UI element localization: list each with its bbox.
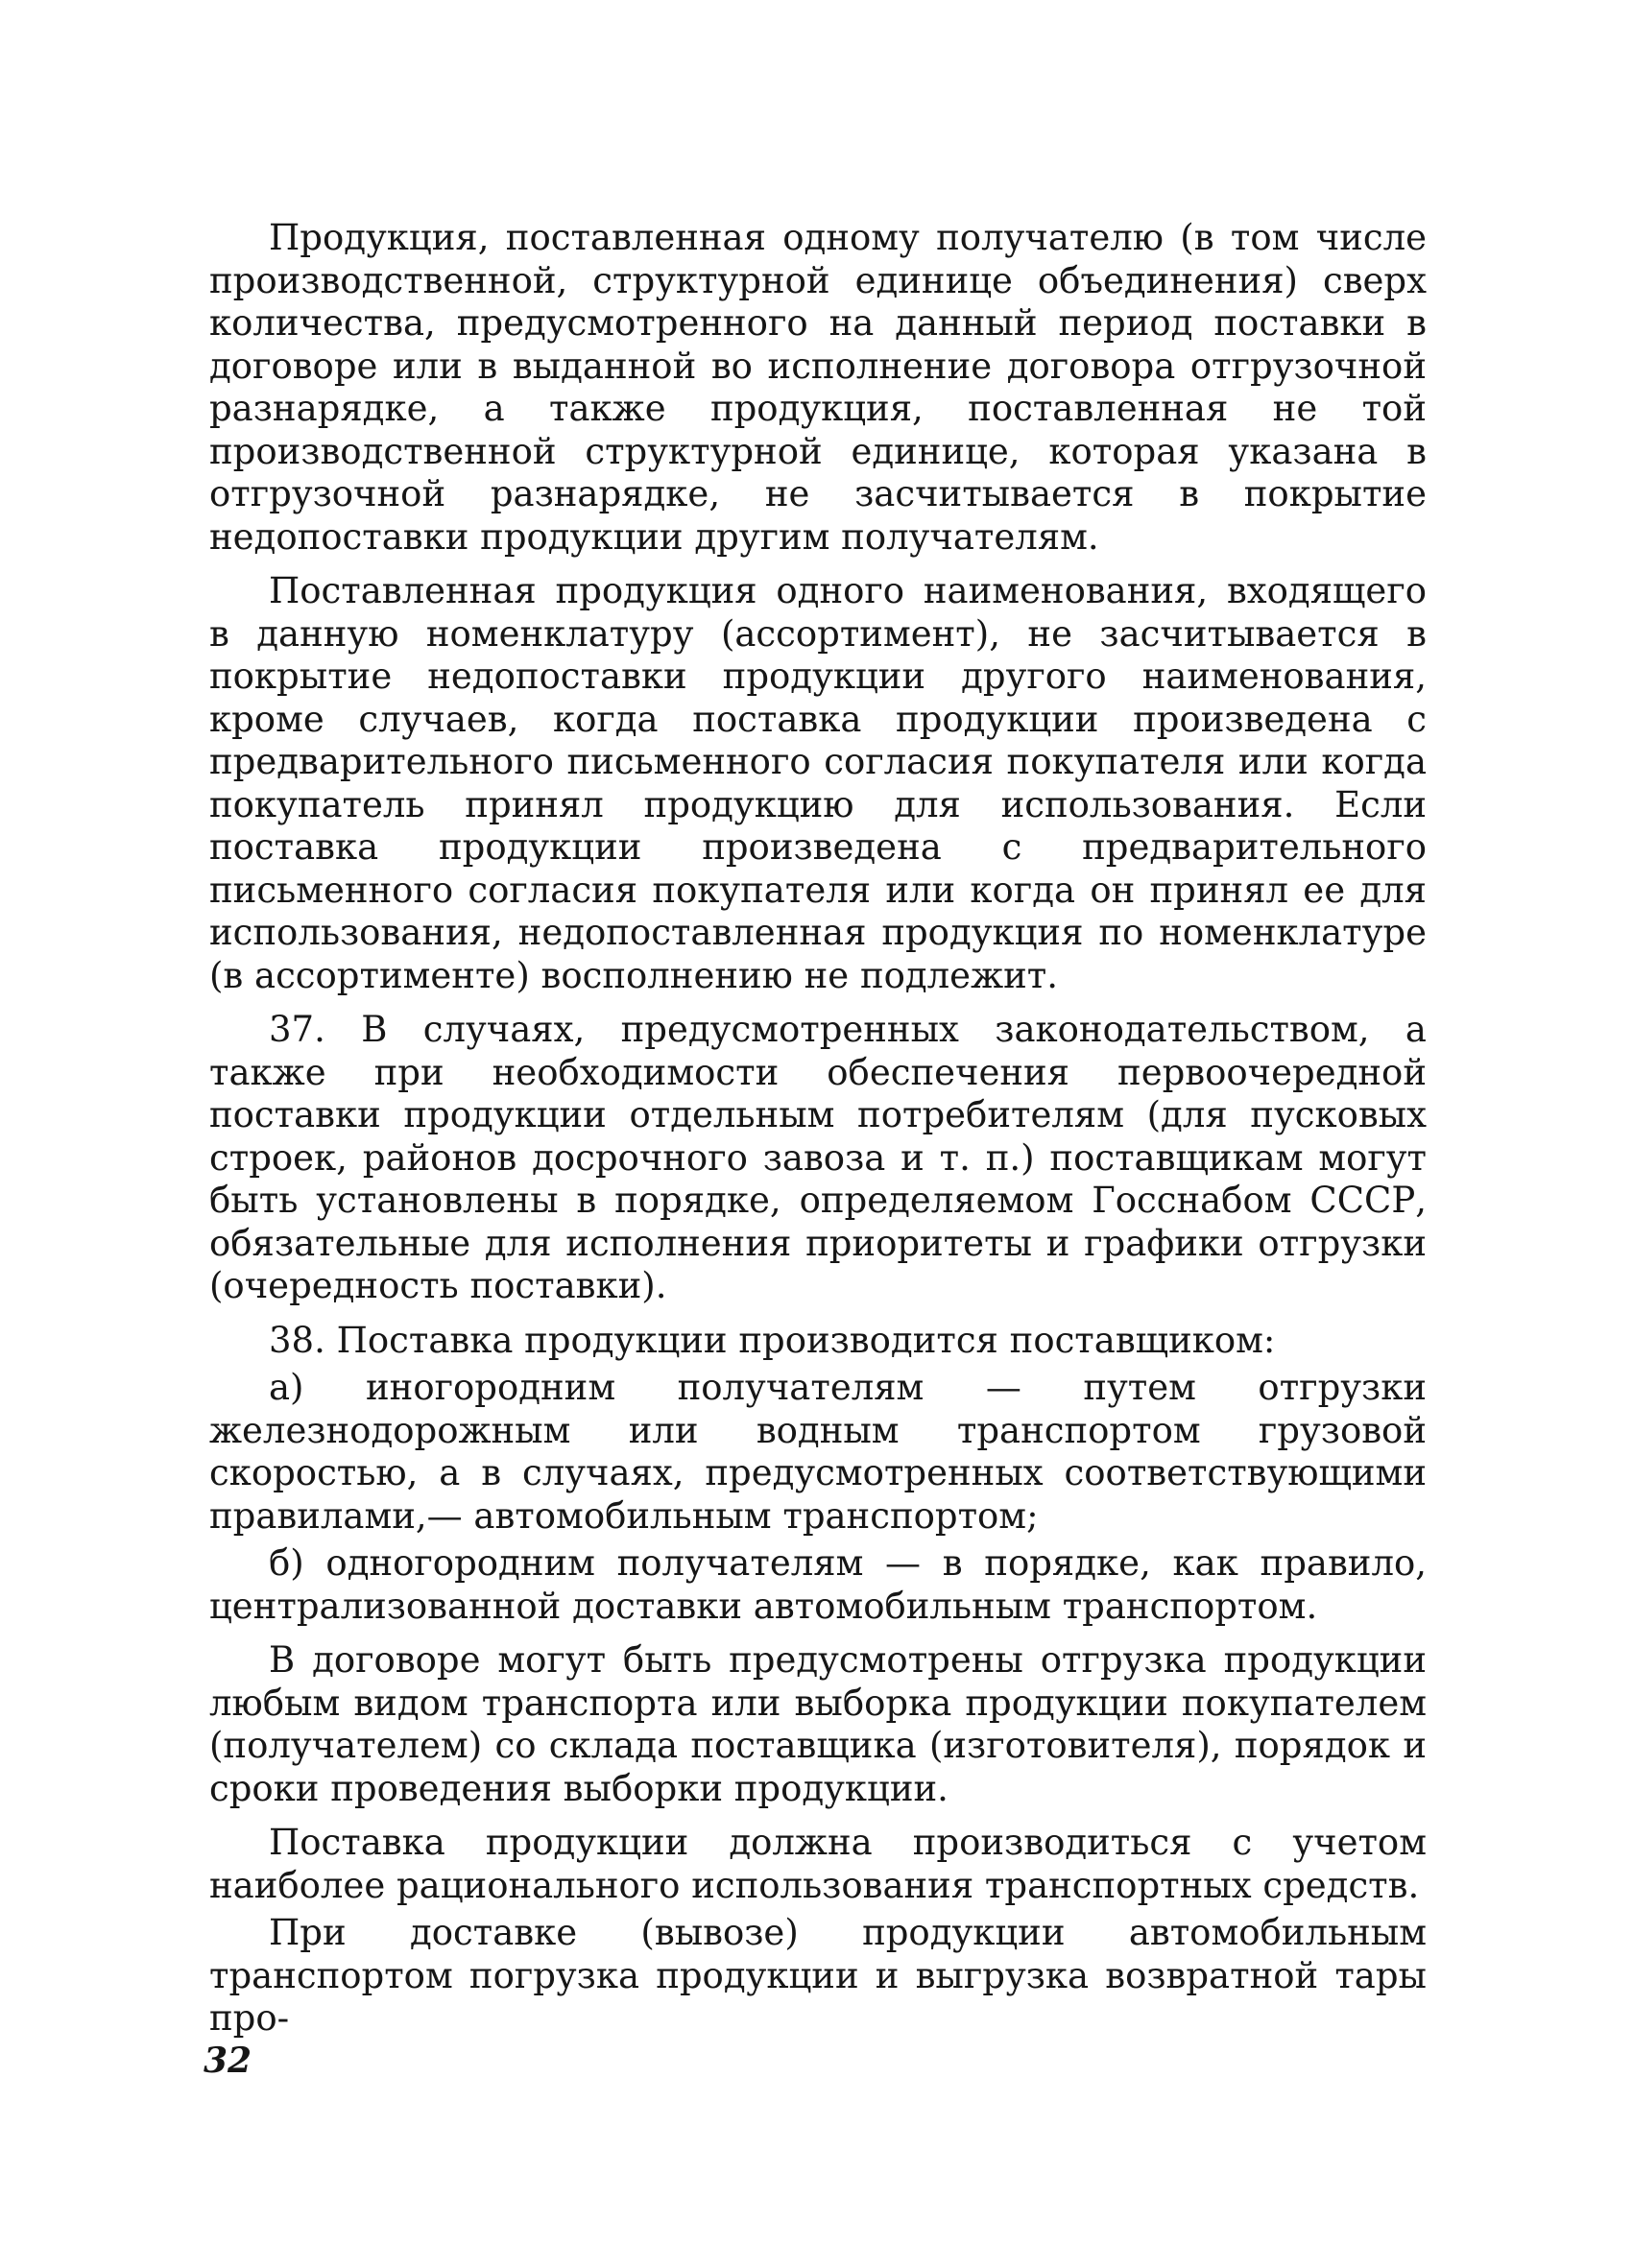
- body-text: [209, 217, 1427, 2041]
- page-number: 32: [204, 2041, 252, 2081]
- paragraph-auto-delivery: При доставке (вывозе) продукции автомобильным транспортом погрузка продукции и выгрузка возвратной тары про-: [209, 1912, 1427, 2039]
- paragraph-assortment: Поставленная продукция одного наименования, входящего в данную номенклатуру (ассортимент), не засчитывается в покрытие недопоставки продукции другого наименования, кроме случаев, когда поставка продукции произведена с предварительного письменного согласия покупателя или когда покупатель принял продукцию для использования. Если поставка продукции произведена с предварительного письменного согласия покупателя или когда он принял ее для использования, недопоставленная продукция по номенклатуре (в ассортименте) восполнению не подлежит.: [209, 570, 1427, 996]
- paragraph-contract-transport: В договоре могут быть предусмотрены отгрузка продукции любым видом транспорта или выборка продукции покупателем (получателем) со склада поставщика (изготовителя), порядок и сроки проведения выборки продукции.: [209, 1639, 1427, 1809]
- paragraph-38-a: а) иногородним получателям — путем отгрузки железнодорожным или водным транспортом грузовой скоростью, а в случаях, предусмотренных соответствующими правилами,— автомобильным транспортом;: [209, 1367, 1427, 1537]
- paragraph-rational-use: Поставка продукции должна производиться с учетом наиболее рационального использования транспортных средств.: [209, 1822, 1427, 1906]
- paragraph-over-delivery: Продукция, поставленная одному получателю (в том числе производственной, структурной единице объединения) сверх количества, предусмотренного на данный период поставки в договоре или в выданной во исполнение договора отгрузочной разнарядке, а также продукция, поставленная не той производственной структурной единице, которая указана в отгрузочной разнарядке, не засчитывается в покрытие недопоставки продукции другим получателям.: [209, 217, 1427, 558]
- paragraph-38-intro: 38. Поставка продукции производится поставщиком:: [269, 1319, 1276, 1361]
- paragraph-37-priorities: 37. В случаях, предусмотренных законодательством, а также при необходимости обеспечения первоочередной поставки продукции отдельным потребителям (для пусковых строек, районов досрочного завоза и т. п.) поставщикам могут быть установлены в порядке, определяемом Госснабом СССР, обязательные для исполнения приоритеты и графики отгрузки (очередность поставки).: [209, 1009, 1427, 1306]
- paragraph-38-b: б) одногородним получателям — в порядке, как правило, централизованной доставки автомобильным транспортом.: [209, 1542, 1427, 1627]
